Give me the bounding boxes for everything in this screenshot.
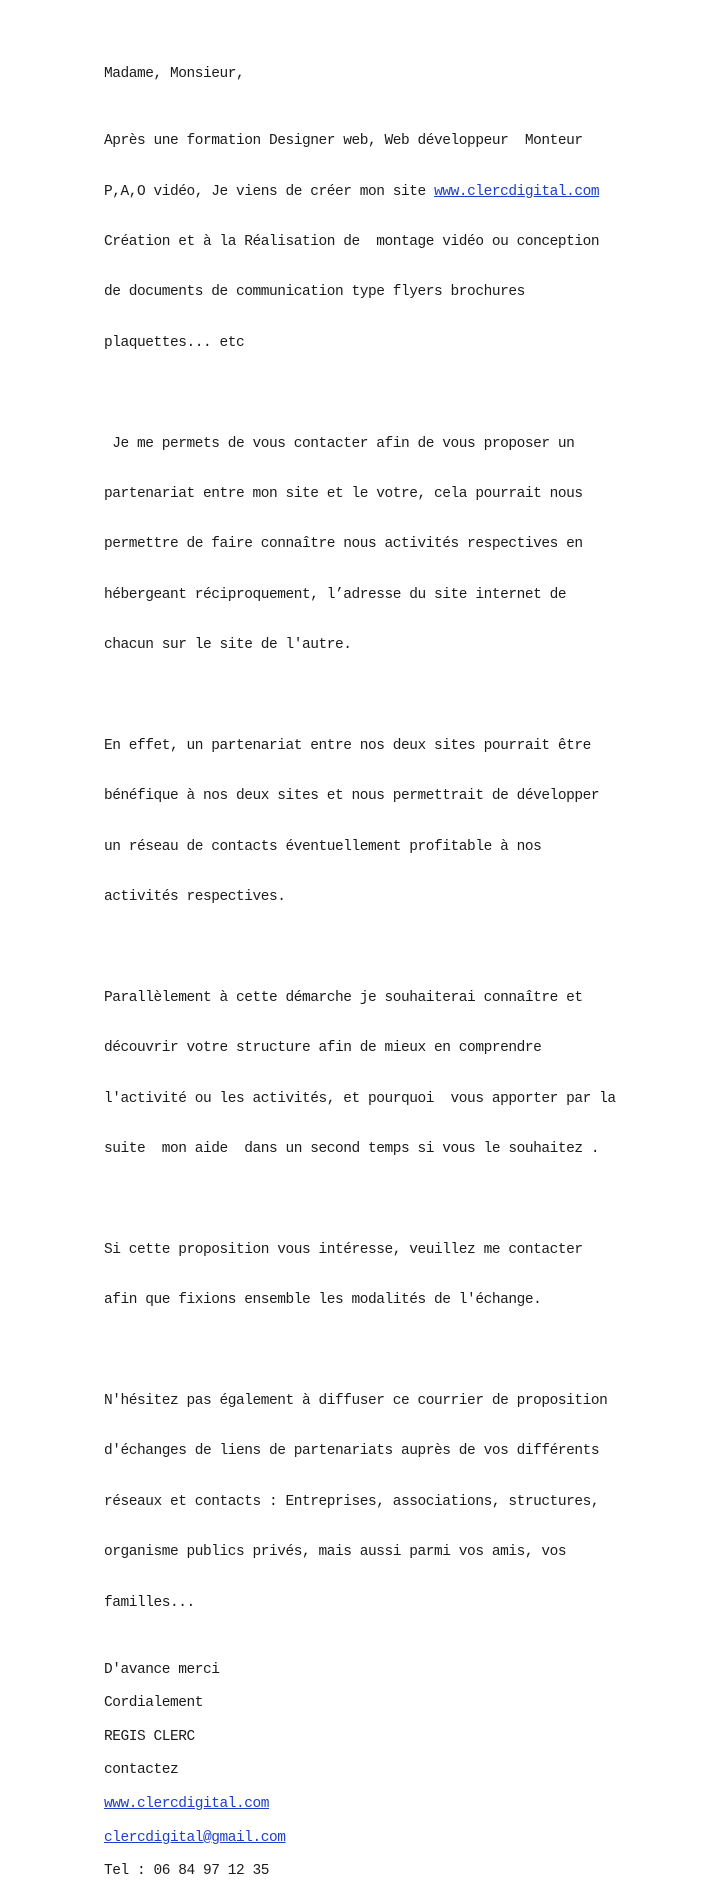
email-link[interactable]: clercdigital@gmail.com bbox=[104, 1829, 286, 1846]
phone-line: Tel : 06 84 97 12 35 bbox=[104, 1863, 270, 1880]
paragraph-contact-request bbox=[104, 1208, 704, 1342]
regards-line: Cordialement bbox=[104, 1695, 204, 1712]
text-line: N'hésitez pas également à diffuser ce courrier de proposition bbox=[104, 1392, 608, 1409]
text-line: Je me permets de vous contacter afin de vous proposer un bbox=[104, 435, 575, 452]
intro-line: Création et à la Réalisation de montage vidéo ou conception bbox=[104, 233, 600, 250]
text-line: d'échanges de liens de partenariats auprès de vos différents bbox=[104, 1443, 600, 1460]
text-line: permettre de faire connaître nous activités respectives en bbox=[104, 536, 583, 553]
thanks-line: D'avance merci bbox=[104, 1661, 220, 1678]
text-line: l'activité ou les activités, et pourquoi vous apporter par la bbox=[104, 1090, 616, 1107]
email-line bbox=[104, 1830, 704, 1847]
paragraph-discovery bbox=[104, 956, 704, 1191]
intro-line: de documents de communication type flyers brochures bbox=[104, 284, 525, 301]
text-line: afin que fixions ensemble les modalités de l'échange. bbox=[104, 1292, 542, 1309]
salutation: Madame, Monsieur, bbox=[104, 66, 245, 82]
text-line: familles... bbox=[104, 1594, 195, 1611]
text-line: suite mon aide dans un second temps si vous le souhaitez . bbox=[104, 1141, 600, 1157]
intro-line: plaquettes... etc bbox=[104, 334, 245, 351]
text-line: bénéfique à nos deux sites et nous permettrait de développer bbox=[104, 788, 600, 805]
letter-body bbox=[104, 66, 704, 1897]
text-line: un réseau de contacts éventuellement profitable à nos bbox=[104, 838, 542, 855]
paragraph-intro bbox=[104, 100, 704, 386]
paragraph-partnership bbox=[104, 402, 704, 688]
text-line: réseaux et contacts : Entreprises, associations, structures, bbox=[104, 1493, 600, 1510]
text-line: chacun sur le site de l'autre. bbox=[104, 637, 352, 654]
text-line: En effet, un partenariat entre nos deux sites pourrait être bbox=[104, 737, 591, 754]
paragraph-benefit bbox=[104, 704, 704, 939]
text-line: découvrir votre structure afin de mieux en comprendre bbox=[104, 1040, 542, 1057]
text-line: organisme publics privés, mais aussi parmi vos amis, vos bbox=[104, 1544, 567, 1561]
text-line: partenariat entre mon site et le votre, cela pourrait nous bbox=[104, 485, 583, 502]
text-line: Parallèlement à cette démarche je souhaiterai connaître et bbox=[104, 989, 583, 1006]
paragraph-share bbox=[104, 1359, 704, 1645]
intro-line: Après une formation Designer web, Web développeur Monteur bbox=[104, 133, 583, 150]
text-line: hébergeant réciproquement, l’adresse du site internet de bbox=[104, 586, 567, 603]
website-link-inline[interactable]: www.clercdigital.com bbox=[434, 183, 600, 200]
website-link[interactable]: www.clercdigital.com bbox=[104, 1796, 270, 1813]
text-line: activités respectives. bbox=[104, 889, 286, 906]
intro-line: P,A,O vidéo, Je viens de créer mon site www.clercdigital.com bbox=[104, 183, 600, 200]
text-line: Si cette proposition vous intéresse, veuillez me contacter bbox=[104, 1241, 583, 1258]
website-line bbox=[104, 1796, 704, 1813]
contact-label: contactez bbox=[104, 1762, 179, 1779]
signature-name: REGIS CLERC bbox=[104, 1728, 195, 1745]
